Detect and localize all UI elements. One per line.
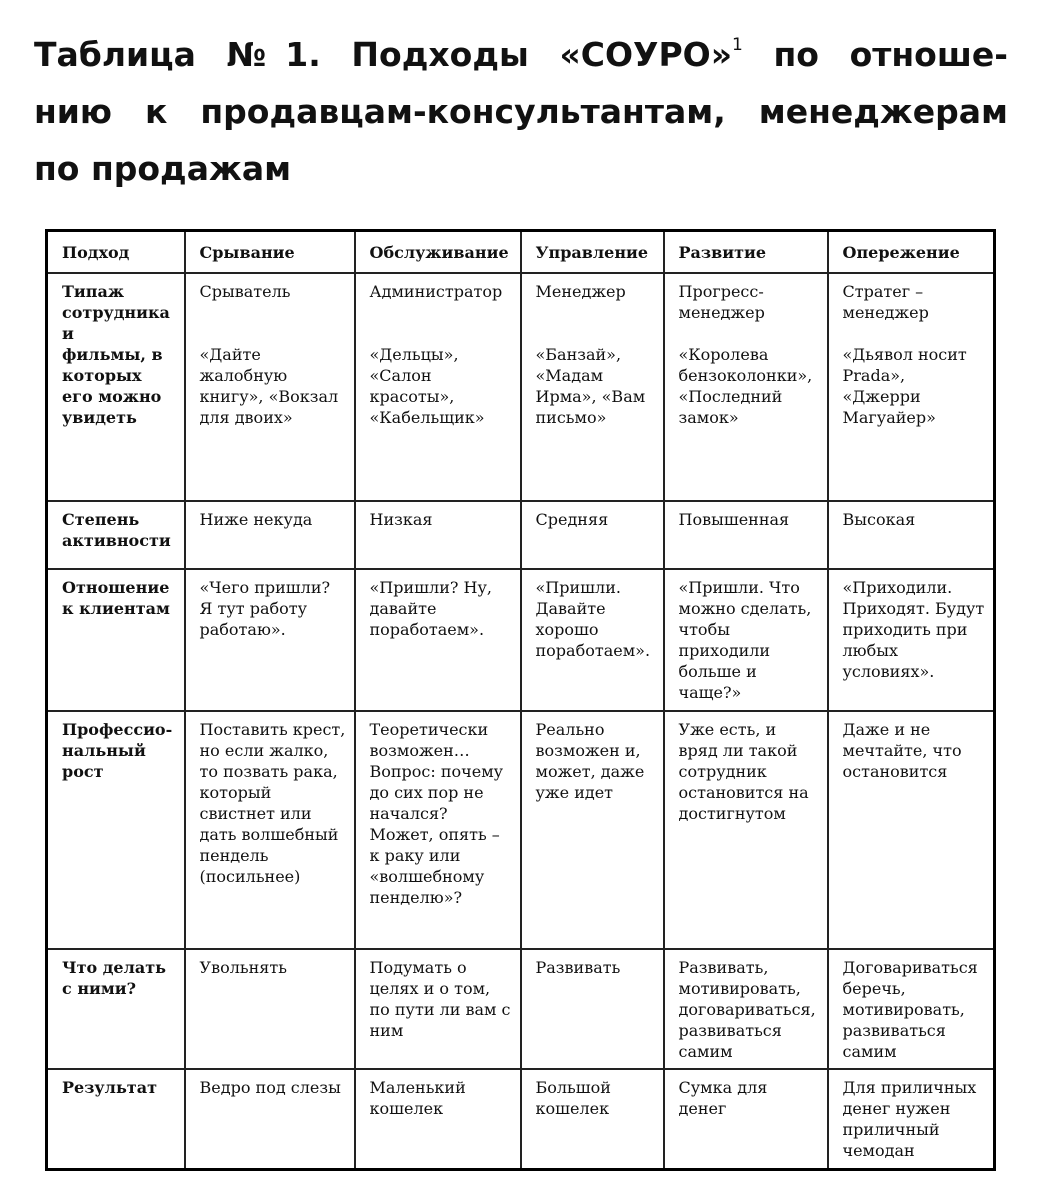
- header-cell: Подход: [47, 231, 185, 274]
- table-cell: Уже есть, и вряд ли такой сотрудник остановится на достигнутом: [664, 711, 828, 949]
- table-cell: Развивать: [521, 949, 664, 1069]
- caption-line-1: [34, 26, 1008, 83]
- row-label: Профессио-нальный рост: [47, 711, 185, 949]
- table-row: [47, 711, 995, 949]
- header-cell: Управление: [521, 231, 664, 274]
- table-row: [47, 501, 995, 569]
- table-cell: Даже и не мечтайте, что остановится: [828, 711, 995, 949]
- table-cell: «Чего пришли? Я тут работу работаю».: [185, 569, 355, 711]
- table-cell: Развивать, мотивировать, договариваться, развиваться самим: [664, 949, 828, 1069]
- table-cell: Средняя: [521, 501, 664, 569]
- table-cell: Договариваться беречь, мотивировать, развиваться самим: [828, 949, 995, 1069]
- caption-line-2: нию к продавцам-консультантам, менеджерам: [34, 92, 1008, 131]
- table-cell: «Пришли? Ну, давайте поработаем».: [355, 569, 521, 711]
- table-header-row: [47, 231, 995, 274]
- header-cell: Срывание: [185, 231, 355, 274]
- row-label: Отношение к клиентам: [47, 569, 185, 711]
- caption-line-3: по продажам: [34, 149, 292, 188]
- table-cell: Подумать о целях и о том, по пути ли вам с ним: [355, 949, 521, 1069]
- footnote-mark: 1: [732, 35, 743, 55]
- row-label: Степень активности: [47, 501, 185, 569]
- table-cell: Увольнять: [185, 949, 355, 1069]
- table-cell: Ниже некуда: [185, 501, 355, 569]
- table-row: [47, 1069, 995, 1169]
- table-cell: Для приличных денег нужен приличный чемодан: [828, 1069, 995, 1169]
- table-cell: Большой кошелек: [521, 1069, 664, 1169]
- table-cell: Повышенная: [664, 501, 828, 569]
- header-cell: Опережение: [828, 231, 995, 274]
- table-row: [47, 273, 995, 501]
- approaches-table: [45, 229, 996, 1171]
- row-label: Что делать с ними?: [47, 949, 185, 1069]
- table-cell: Срыватель «Дайте жалобную книгу», «Вокзал для двоих»: [185, 273, 355, 501]
- table-cell: Низкая: [355, 501, 521, 569]
- header-cell: Обслуживание: [355, 231, 521, 274]
- caption-text-1-end: по отноше-: [773, 35, 1008, 74]
- table-cell: Ведро под слезы: [185, 1069, 355, 1169]
- row-label: Результат: [47, 1069, 185, 1169]
- header-cell: Развитие: [664, 231, 828, 274]
- table-cell: Маленький кошелек: [355, 1069, 521, 1169]
- table-cell: «Пришли. Что можно сделать, чтобы приходили больше и чаще?»: [664, 569, 828, 711]
- table-cell: Прогресс-менеджер «Королева бензоколонки», «Последний замок»: [664, 273, 828, 501]
- table-row: [47, 569, 995, 711]
- table-cell: «Приходили. Приходят. Будут приходить при любых условиях».: [828, 569, 995, 711]
- table-cell: Поставить крест, но если жалко, то позвать рака, который свистнет или дать волшебный пендель (посильнее): [185, 711, 355, 949]
- table-cell: Сумка для денег: [664, 1069, 828, 1169]
- row-label: Типаж сотрудника и фильмы, в которых его можно увидеть: [47, 273, 185, 501]
- table-cell: Высокая: [828, 501, 995, 569]
- table-cell: Теоретически возможен… Вопрос: почему до сих пор не начался? Может, опять – к раку или «волшебному пенделю»?: [355, 711, 521, 949]
- table-caption: [34, 26, 1008, 197]
- table-cell: Администратор «Дельцы», «Салон красоты», «Кабельщик»: [355, 273, 521, 501]
- table-cell: Реально возможен и, может, даже уже идет: [521, 711, 664, 949]
- table-cell: Менеджер «Банзай», «Мадам Ирма», «Вам письмо»: [521, 273, 664, 501]
- table-cell: Стратег – менеджер «Дьявол носит Prada», «Джерри Магуайер»: [828, 273, 995, 501]
- table-cell: «Пришли. Давайте хорошо поработаем».: [521, 569, 664, 711]
- table-row: [47, 949, 995, 1069]
- caption-text-1: Таблица №1. Подходы «СОУРО»: [34, 35, 733, 74]
